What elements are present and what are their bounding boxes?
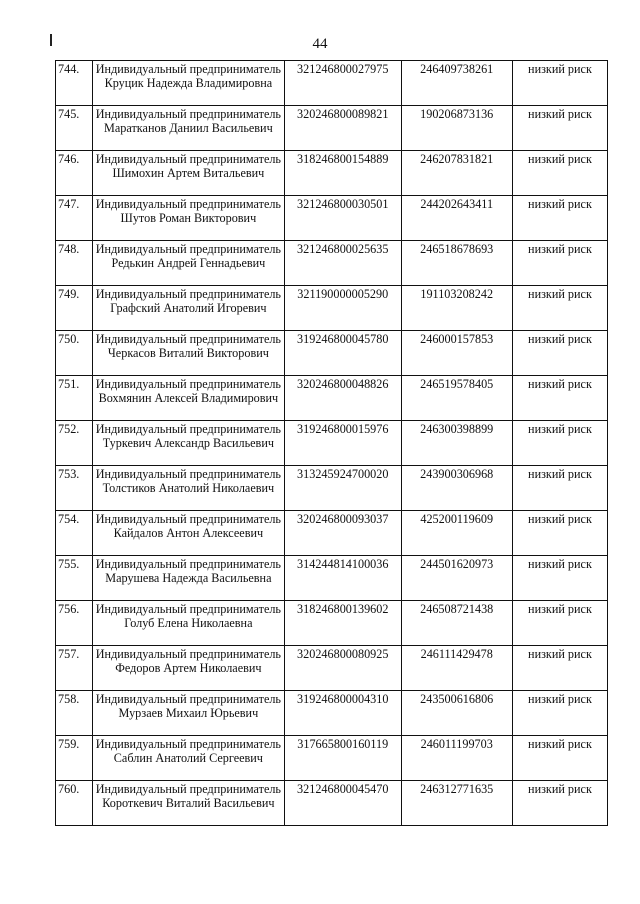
risk-category: низкий риск: [512, 286, 607, 331]
entrepreneur-name: Индивидуальный предприниматель Черкасов Виталий Викторович: [92, 331, 284, 376]
ogrnip-number: 318246800139602: [284, 601, 401, 646]
inn-number: 246207831821: [401, 151, 512, 196]
entrepreneur-name: Индивидуальный предприниматель Графский Анатолий Игоревич: [92, 286, 284, 331]
ogrnip-number: 321246800027975: [284, 61, 401, 106]
ogrnip-number: 313245924700020: [284, 466, 401, 511]
table-row: [56, 151, 608, 196]
risk-category: низкий риск: [512, 466, 607, 511]
inn-number: 246519578405: [401, 376, 512, 421]
ogrnip-number: 314244814100036: [284, 556, 401, 601]
row-number: 760.: [56, 781, 93, 826]
risk-category: низкий риск: [512, 736, 607, 781]
table-row: [56, 691, 608, 736]
row-number: 753.: [56, 466, 93, 511]
inn-number: 246300398899: [401, 421, 512, 466]
table-row: [56, 421, 608, 466]
table-row: [56, 331, 608, 376]
row-number: 749.: [56, 286, 93, 331]
entrepreneur-name: Индивидуальный предприниматель Редькин Андрей Геннадьевич: [92, 241, 284, 286]
entrepreneur-name: Индивидуальный предприниматель Марушева Надежда Васильевна: [92, 556, 284, 601]
risk-category: низкий риск: [512, 196, 607, 241]
entrepreneur-name: Индивидуальный предприниматель Туркевич Александр Васильевич: [92, 421, 284, 466]
entrepreneur-name: Индивидуальный предприниматель Шутов Роман Викторович: [92, 196, 284, 241]
entrepreneur-name: Индивидуальный предприниматель Голуб Елена Николаевна: [92, 601, 284, 646]
ogrnip-number: 319246800015976: [284, 421, 401, 466]
risk-category: низкий риск: [512, 556, 607, 601]
risk-category: низкий риск: [512, 781, 607, 826]
risk-category: низкий риск: [512, 61, 607, 106]
row-number: 747.: [56, 196, 93, 241]
ogrnip-number: 320246800093037: [284, 511, 401, 556]
ogrnip-number: 321246800025635: [284, 241, 401, 286]
risk-category: низкий риск: [512, 646, 607, 691]
table-row: [56, 781, 608, 826]
entrepreneur-name: Индивидуальный предприниматель Саблин Анатолий Сергеевич: [92, 736, 284, 781]
ogrnip-number: 318246800154889: [284, 151, 401, 196]
entrepreneur-name: Индивидуальный предприниматель Круцик Надежда Владимировна: [92, 61, 284, 106]
ogrnip-number: 321246800045470: [284, 781, 401, 826]
table-row: [56, 241, 608, 286]
ogrnip-number: 319246800045780: [284, 331, 401, 376]
inn-number: 246409738261: [401, 61, 512, 106]
risk-category: низкий риск: [512, 151, 607, 196]
registry-table: [55, 60, 608, 826]
table-row: [56, 106, 608, 151]
table-row: [56, 376, 608, 421]
table-row: [56, 196, 608, 241]
row-number: 757.: [56, 646, 93, 691]
risk-category: низкий риск: [512, 601, 607, 646]
inn-number: 190206873136: [401, 106, 512, 151]
risk-category: низкий риск: [512, 421, 607, 466]
inn-number: 246111429478: [401, 646, 512, 691]
entrepreneur-name: Индивидуальный предприниматель Шимохин Артем Витальевич: [92, 151, 284, 196]
row-number: 752.: [56, 421, 93, 466]
ogrnip-number: 320246800080925: [284, 646, 401, 691]
inn-number: 243900306968: [401, 466, 512, 511]
row-number: 754.: [56, 511, 93, 556]
page-number: 44: [312, 36, 328, 52]
inn-number: 244501620973: [401, 556, 512, 601]
row-number: 745.: [56, 106, 93, 151]
row-number: 744.: [56, 61, 93, 106]
ogrnip-number: 320246800089821: [284, 106, 401, 151]
table-row: [56, 556, 608, 601]
table-row: [56, 646, 608, 691]
row-number: 751.: [56, 376, 93, 421]
entrepreneur-name: Индивидуальный предприниматель Федоров Артем Николаевич: [92, 646, 284, 691]
table-row: [56, 511, 608, 556]
ogrnip-number: 319246800004310: [284, 691, 401, 736]
inn-number: 246518678693: [401, 241, 512, 286]
row-number: 758.: [56, 691, 93, 736]
risk-category: низкий риск: [512, 691, 607, 736]
risk-category: низкий риск: [512, 106, 607, 151]
risk-category: низкий риск: [512, 331, 607, 376]
table-row: [56, 61, 608, 106]
entrepreneur-name: Индивидуальный предприниматель Вохмянин Алексей Владимирович: [92, 376, 284, 421]
inn-number: 246000157853: [401, 331, 512, 376]
ogrnip-number: 317665800160119: [284, 736, 401, 781]
row-number: 759.: [56, 736, 93, 781]
registry-table-body: [56, 61, 608, 826]
row-number: 750.: [56, 331, 93, 376]
entrepreneur-name: Индивидуальный предприниматель Маратканов Даниил Васильевич: [92, 106, 284, 151]
inn-number: 244202643411: [401, 196, 512, 241]
risk-category: низкий риск: [512, 511, 607, 556]
entrepreneur-name: Индивидуальный предприниматель Короткевич Виталий Васильевич: [92, 781, 284, 826]
row-number: 748.: [56, 241, 93, 286]
row-number: 756.: [56, 601, 93, 646]
inn-number: 246312771635: [401, 781, 512, 826]
risk-category: низкий риск: [512, 376, 607, 421]
table-row: [56, 286, 608, 331]
ogrnip-number: 321246800030501: [284, 196, 401, 241]
inn-number: 246508721438: [401, 601, 512, 646]
entrepreneur-name: Индивидуальный предприниматель Мурзаев Михаил Юрьевич: [92, 691, 284, 736]
table-row: [56, 466, 608, 511]
inn-number: 191103208242: [401, 286, 512, 331]
risk-category: низкий риск: [512, 241, 607, 286]
ogrnip-number: 320246800048826: [284, 376, 401, 421]
entrepreneur-name: Индивидуальный предприниматель Толстиков Анатолий Николаевич: [92, 466, 284, 511]
inn-number: 425200119609: [401, 511, 512, 556]
inn-number: 246011199703: [401, 736, 512, 781]
inn-number: 243500616806: [401, 691, 512, 736]
row-number: 746.: [56, 151, 93, 196]
entrepreneur-name: Индивидуальный предприниматель Кайдалов Антон Алексеевич: [92, 511, 284, 556]
row-number: 755.: [56, 556, 93, 601]
ogrnip-number: 321190000005290: [284, 286, 401, 331]
table-row: [56, 736, 608, 781]
table-row: [56, 601, 608, 646]
